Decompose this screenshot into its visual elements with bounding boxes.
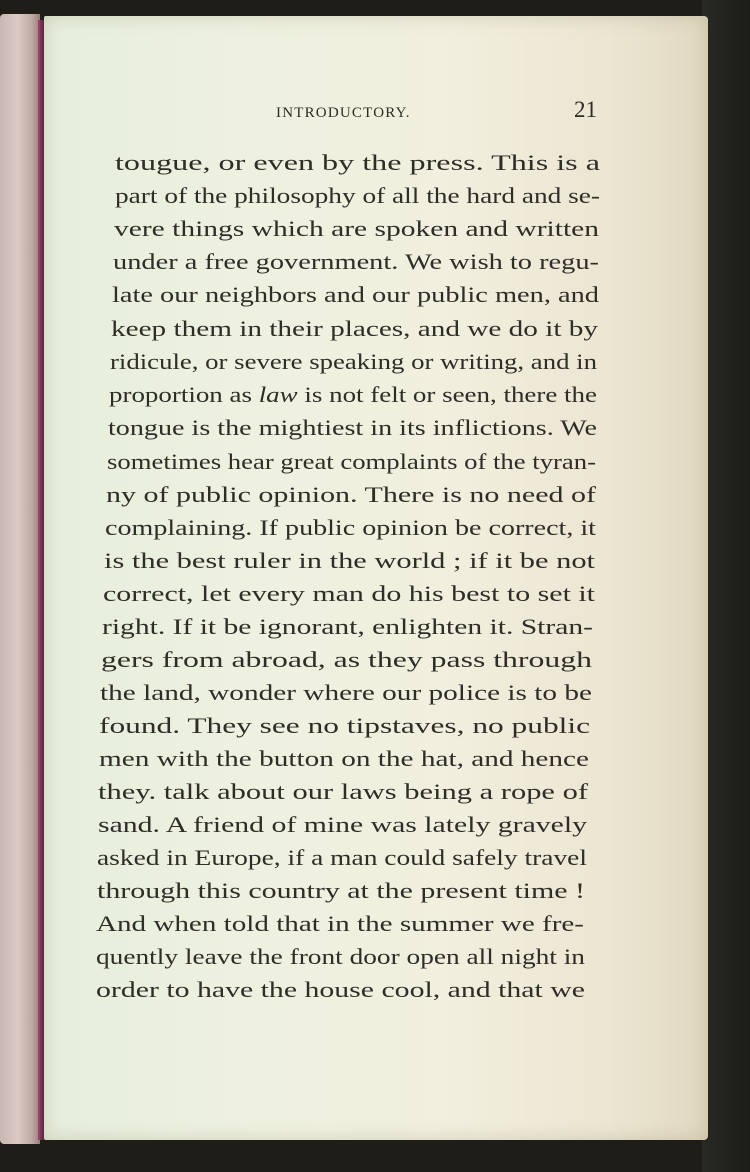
text-line: [0, 415, 750, 449]
text-line-content: late our neighbors and our public men, and: [112, 282, 599, 307]
text-line-content: sometimes hear great complaints of the tyran-: [107, 449, 596, 474]
text-line-content: proportion as law is not felt or seen, there the: [109, 382, 597, 407]
text-line: [0, 183, 750, 217]
text-line: [0, 812, 750, 846]
text-line: [0, 746, 750, 780]
text-line: [0, 349, 750, 383]
text-line-content: gers from abroad, as they pass through: [101, 647, 592, 672]
text-line: [0, 647, 750, 681]
text-line-content: tongue is the mightiest in its inflictions. We: [108, 415, 597, 440]
text-line: [0, 548, 750, 582]
text-line-content: sand. A friend of mine was lately gravely: [98, 812, 587, 837]
page-number: 21: [574, 97, 597, 122]
text-line: [0, 515, 750, 549]
text-line-content: ny of public opinion. There is no need of: [106, 482, 596, 507]
text-line: [0, 282, 750, 316]
text-line-content: they. talk about our laws being a rope of: [98, 779, 588, 804]
text-line: [0, 878, 750, 912]
text-line: [0, 249, 750, 283]
text-line: [0, 713, 750, 747]
text-line: [0, 316, 750, 350]
text-line-content: right. If it be ignorant, enlighten it. Stran-: [102, 614, 593, 639]
text-line-content: found. They see no tipstaves, no public: [99, 713, 590, 738]
text-line: [0, 845, 750, 879]
text-line: [0, 449, 750, 483]
text-line-content: correct, let every man do his best to set it: [103, 581, 595, 606]
text-line: [0, 911, 750, 945]
text-line: [0, 944, 750, 978]
text-line: [0, 482, 750, 516]
text-line: [0, 581, 750, 615]
text-line-content: under a free government. We wish to regu-: [113, 249, 599, 274]
text-line: [0, 977, 750, 1011]
text-line-content: asked in Europe, if a man could safely travel: [97, 845, 587, 870]
text-line-content: keep them in their places, and we do it by: [111, 316, 598, 341]
text-line: [0, 382, 750, 416]
text-line: [0, 150, 750, 184]
text-line-content: is the best ruler in the world ; if it be not: [104, 548, 595, 573]
text-line-content: through this country at the present time !: [97, 878, 585, 903]
text-line-content: part of the philosophy of all the hard and se-: [115, 183, 600, 208]
text-line-content: men with the button on the hat, and hence: [99, 746, 589, 771]
text-line-content: complaining. If public opinion be correct, it: [105, 515, 596, 540]
text-line: [0, 614, 750, 648]
text-line-content: quently leave the front door open all night in: [96, 944, 585, 969]
text-line-content: And when told that in the summer we fre-: [96, 911, 584, 936]
text-line-content: vere things which are spoken and written: [114, 216, 599, 241]
italic-word: law: [258, 382, 298, 407]
running-head-title: INTRODUCTORY.: [276, 105, 411, 121]
text-line: [0, 216, 750, 250]
text-line: [0, 779, 750, 813]
text-line-content: tougue, or even by the press. This is a: [115, 150, 600, 175]
text-line: [0, 680, 750, 714]
text-line-content: the land, wonder where our police is to be: [100, 680, 592, 705]
text-line-content: order to have the house cool, and that we: [96, 977, 585, 1002]
text-line-content: ridicule, or severe speaking or writing, and in: [110, 349, 597, 374]
